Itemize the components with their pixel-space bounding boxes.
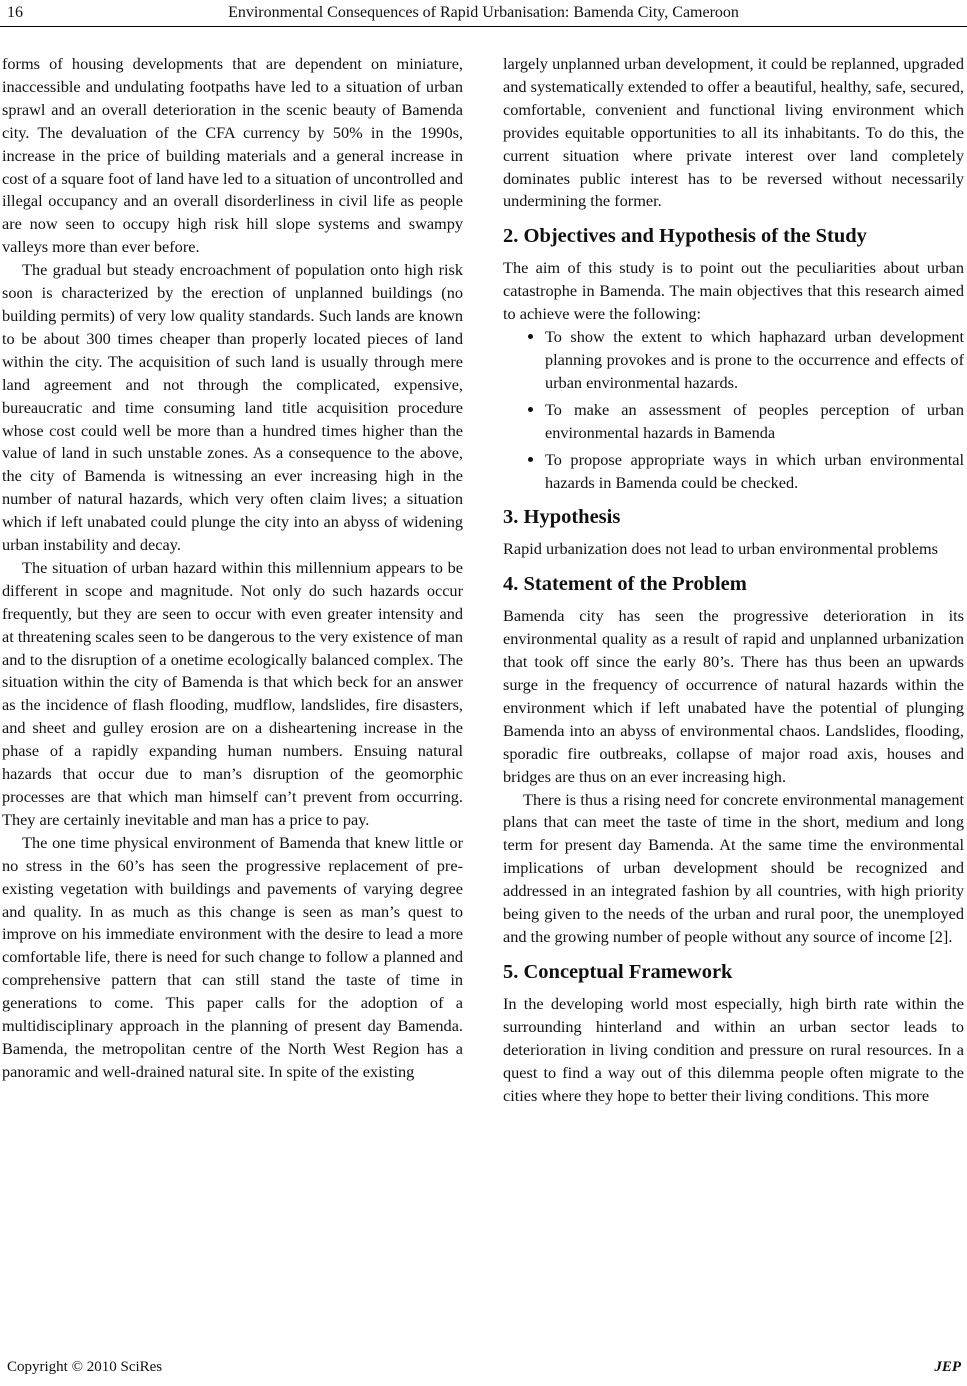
paragraph: forms of housing developments that are dependent on miniature, inaccessible and undulating footpaths have led to a situation of urban sprawl and an overall deterioration in the scenic beauty of Bamenda city. The devaluation of the CFA currency by 50% in the 1990s, increase in the price of building materials and a general increase in cost of a square foot of land have led to a situation of uncontrolled and illegal occupancy and an overall disorderliness in civil life as people are now seen to occupy high risk hill slope systems and swampy valleys more than ever before. (2, 54, 463, 257)
paragraph: The gradual but steady encroachment of population onto high risk soon is characterized by the erection of unplanned buildings (no building permits) of very low quality standards. Such lands are known to be about 300 times cheaper than properly located pieces of land within the city. The acquisition of such land is usually through mere land agreement and not through the complicated, expensive, bureaucratic and time consuming land title acquisition procedure whose cost could well be more than a hundred times higher than the value of land in such unstable zones. As a consequence to the above, the city of Bamenda is witnessing an ever increasing high in the number of natural hazards, which very often claim lives; a situation which if left unabated could plunge the city into an abyss of widening urban instability and decay. (2, 260, 463, 555)
page-header (0, 0, 967, 30)
left-column (2, 53, 463, 1084)
paragraph: largely unplanned urban development, it could be replanned, upgraded and systematically extended to offer a beautiful, healthy, safe, secured, comfortable, convenient and functional living environment which provides equitable opportunities to all its inhabitants. To do this, the current situation where private interest over land completely dominates public interest has to be reversed without necessarily undermining the former. (503, 54, 964, 211)
running-title: Environmental Consequences of Rapid Urbanisation: Bamenda City, Cameroon (228, 4, 739, 21)
objectives-list (503, 326, 964, 494)
list-item: • To show the extent to which haphazard urban development planning provokes and is prone to the occurrence and effects of urban environmental hazards. (545, 326, 964, 395)
paragraph: The situation of urban hazard within this millennium appears to be different in scope and magnitude. Not only do such hazards occur frequently, but they are seen to occur with even greater intensity and at threatening scales seen to be dangerous to the very existence of man and to the disruption of a onetime ecologically balanced complex. The situation within the city of Bamenda is that which beck for an answer as the incidence of flash flooding, mudflow, landslides, fire disasters, and sheet and gulley erosion are on a disheartening increase in the phase of a rapidly expanding human numbers. Ensuing natural hazards that occur due to man’s disruption of the geomorphic processes are that which man himself can’t prevent from occurring. They are certainly inevitable and man has a price to pay. (2, 557, 463, 829)
page-footer (0, 1356, 967, 1380)
paragraph: Rapid urbanization does not lead to urban environmental problems (503, 539, 938, 559)
right-column (503, 53, 964, 1107)
section-heading-objectives: 2. Objectives and Hypothesis of the Study (503, 225, 867, 248)
paragraph: There is thus a rising need for concrete environmental management plans that can meet the taste of time in the short, medium and long term for present day Bamenda. At the same time the environmental implications of urban development should be recognized and addressed in an integrated fashion by all countries, with high priority being given to the needs of the urban and rural poor, the unemployed and the growing number of people without any source of income [2]. (503, 789, 964, 946)
journal-abbrev: JEP (934, 1359, 961, 1375)
page-number: 16 (7, 4, 23, 21)
header-rule (0, 26, 967, 27)
paragraph: Bamenda city has seen the progressive deterioration in its environmental quality as a result of rapid and unplanned urbanization that took off since the early 80’s. There has thus been an upwards surge in the frequency of occurrence of natural hazards within the environment which if left unabated have the potential of plunging Bamenda into an abyss of environmental chaos. Landslides, flooding, sporadic fire outbreaks, collapse of major road axis, houses and bridges are thus on an ever increasing high. (503, 606, 964, 786)
paragraph: The one time physical environment of Bamenda that knew little or no stress in the 60’s has seen the progressive replacement of pre-existing vegetation with buildings and pavements of varying degree and quality. In as much as this change is seen as man’s quest to improve on his immediate environment with the desire to lead a more comfortable life, there is need for such change to follow a planned and comprehensive pattern that can still stand the taste of time in generations to come. This paper calls for the adoption of a multidisciplinary approach in the planning of present day Bamenda. Bamenda, the metropolitan centre of the North West Region has a panoramic and well-drained natural site. In spite of the existing (2, 832, 463, 1081)
paragraph: In the developing world most especially, high birth rate within the surrounding hinterland and within an urban sector leads to deterioration in living condition and pressure on rural resources. In a quest to find a way out of this dilemma people often migrate to the cities where they hope to better their living conditions. This more (503, 993, 964, 1105)
list-item: • To make an assessment of peoples perception of urban environmental hazards in Bamenda (545, 399, 964, 445)
list-item: • To propose appropriate ways in which urban environmental hazards in Bamenda could be checked. (545, 449, 964, 495)
section-heading-framework: 5. Conceptual Framework (503, 960, 733, 983)
section-heading-problem: 4. Statement of the Problem (503, 573, 747, 596)
section-heading-hypothesis: 3. Hypothesis (503, 506, 621, 529)
copyright-notice: Copyright © 2010 SciRes (7, 1359, 163, 1375)
paragraph: The aim of this study is to point out the peculiarities about urban catastrophe in Bamenda. The main objectives that this research aimed to achieve were the following: (503, 258, 964, 324)
